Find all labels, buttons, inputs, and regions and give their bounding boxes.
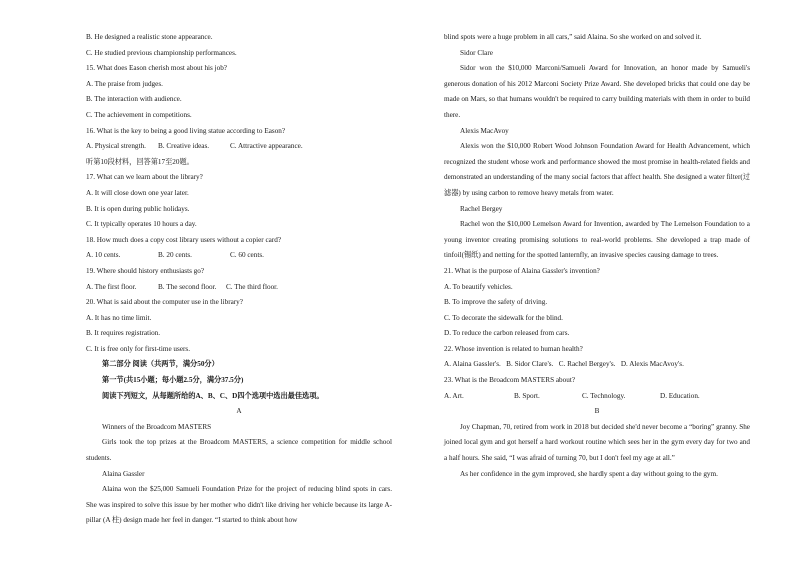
question-20: 20. What is said about the computer use in the library? [86, 298, 243, 307]
paragraph: Girls took the top prizes at the Broadcom MASTERS, a science competition for middle school students. [86, 438, 392, 463]
option: D. Education. [660, 391, 700, 400]
listening-instruction: 听第10段材料，回答第17至20题。 [86, 157, 194, 166]
paragraph: Joy Chapman, 70, retired from work in 2018 but decided she'd never become a “boring” granny. She joined local gym and got herself a hard workout routine which sees her in the gym every day for two and a half hours. She said, “I was afraid of turning 70, but I don't feel my age at all.” [444, 422, 750, 463]
option-line: C. The achievement in competitions. [86, 110, 192, 119]
paragraph: Alexis won the $10,000 Robert Wood Johnson Foundation Award for Health Advancement, which recognized the student whose work and performance showed the most promise in health-related fields and demonstrated an understanding of the many social factors that affect health. She designed a water filter(过滤器) by using carbon to remove heavy metals from water. [444, 142, 750, 197]
question-18: 18. How much does a copy cost library users without a copier card? [86, 235, 282, 244]
options-row: A. Alaina Gassler's. B. Sidor Clare's. C. Rachel Bergey's. D. Alexis MacAvoy's. [444, 360, 684, 369]
question-15: 15. What does Eason cherish most about his job? [86, 64, 227, 73]
paragraph: As her confidence in the gym improved, she hardly spent a day without going to the gym. [460, 469, 718, 478]
option: A. The first floor. [86, 282, 137, 291]
options-row [444, 389, 750, 405]
question-19: 19. Where should history enthusiasts go? [86, 266, 205, 275]
option: C. Technology. [582, 391, 626, 400]
right-column [444, 30, 750, 482]
paragraph-continuation: blind spots were a huge problem in all cars,” said Alaina. So she worked on and solved it. [444, 33, 702, 41]
paragraph: Alaina won the $25,000 Samueli Foundation Prize for the project of reducing blind spots in cars. She was inspired to solve this issue by her mother who didn't like driving her vehicle because its large A-pillar (A 柱) design made her feel in danger. “I started to think about how [86, 485, 392, 525]
option: C. Attractive appearance. [230, 142, 303, 151]
option-line: A. To beautify vehicles. [444, 282, 513, 291]
option-line: B. He designed a realistic stone appearance. [86, 33, 213, 41]
option-line: A. It has no time limit. [86, 313, 152, 322]
paragraph: Rachel won the $10,000 Lemelson Award for Invention, awarded by The Lemelson Foundation to a young inventor creating promising solutions to real-world problems. She developed a trap made of tinfoil(锡纸) and netting for the spotted lanternfly, an invasive species causing damage to trees. [444, 220, 750, 260]
reading-directions: 阅读下列短文，从每题所给的A、B、C、D四个选项中选出最佳选项。 [102, 391, 324, 400]
option-line: C. It is free only for first-time users. [86, 344, 190, 353]
option-line: B. It requires registration. [86, 329, 161, 338]
option: C. 60 cents. [230, 251, 264, 260]
option: B. Sport. [514, 391, 540, 400]
option: A. 10 cents. [86, 251, 121, 260]
option: C. The third floor. [226, 282, 278, 291]
option-line: D. To reduce the carbon released from cars. [444, 329, 570, 338]
options-row [86, 280, 392, 296]
question-23: 23. What is the Broadcom MASTERS about? [444, 376, 576, 385]
passage-label: A [236, 407, 242, 416]
option-line: C. To decorate the sidewalk for the blind. [444, 313, 563, 322]
option: A. Art. [444, 391, 464, 400]
option: B. 20 cents. [158, 251, 192, 260]
option-line: B. The interaction with audience. [86, 95, 182, 104]
option-line: C. It typically operates 10 hours a day. [86, 220, 197, 229]
question-21: 21. What is the purpose of Alaina Gassler's invention? [444, 266, 600, 275]
paragraph: Sidor won the $10,000 Marconi/Samueli Award for Innovation, an honor made by Samueli's generous donation of his 2012 Marconi Society Prize Award. She developed bricks that could one day be made on Mars, so that humans wouldn't be required to carry building materials with them in order to build there. [444, 64, 750, 119]
option-line: C. He studied previous championship performances. [86, 48, 237, 57]
winner-name: Rachel Bergey [460, 204, 503, 213]
winner-name: Alaina Gassler [102, 469, 145, 478]
option-line: A. It will close down one year later. [86, 188, 189, 197]
passage-label: B [594, 407, 600, 416]
option-line: B. It is open during public holidays. [86, 204, 190, 213]
part-heading: 第二部分 阅读（共两节，满分50分） [102, 360, 219, 369]
winner-name: Sidor Clare [460, 48, 493, 57]
left-column [86, 30, 392, 529]
option: B. The second floor. [158, 282, 217, 291]
option-line: B. To improve the safety of driving. [444, 298, 548, 307]
options-row [86, 139, 392, 155]
option: B. Creative ideas. [158, 142, 210, 151]
options-row [86, 248, 392, 264]
winner-name: Alexis MacAvoy [460, 126, 509, 135]
option: A. Physical strength. [86, 142, 146, 151]
passage-title: Winners of the Broadcom MASTERS [102, 422, 212, 431]
question-22: 22. Whose invention is related to human health? [444, 344, 583, 353]
question-16: 16. What is the key to being a good living statue according to Eason? [86, 126, 286, 135]
question-17: 17. What can we learn about the library? [86, 173, 203, 182]
option-line: A. The praise from judges. [86, 79, 163, 88]
section-heading: 第一节(共15小题；每小题2.5分，满分37.5分) [102, 376, 244, 385]
